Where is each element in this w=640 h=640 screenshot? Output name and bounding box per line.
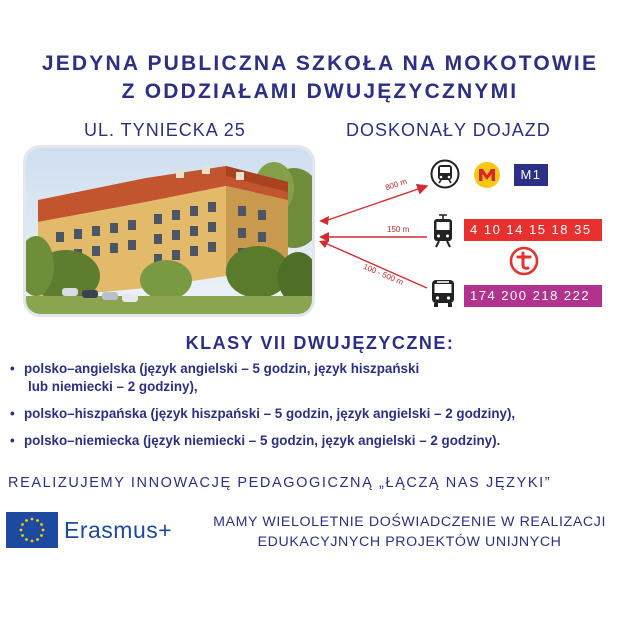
class-spanish: polsko–hiszpańska (język hiszpański – 5 godzin, język angielski – 2 godziny), (24, 406, 516, 421)
erasmus-logo-text: Erasmus+ (64, 517, 173, 543)
classes-list (10, 360, 630, 459)
class-german: polsko–niemiecka (język niemiecki – 5 godzin, język angielski – 2 godziny). (24, 433, 501, 448)
eu-flag-icon (6, 512, 58, 548)
list-item (10, 405, 630, 423)
school-building-illustration (26, 148, 312, 314)
bullet: • (10, 433, 15, 448)
bus-lines-badge: 174 200 218 222 (464, 285, 602, 307)
tram-distance: 150 m (387, 225, 410, 234)
class-english-line-2: lub niemiecki – 2 godziny), (28, 379, 198, 394)
innovation-statement: REALIZUJEMY INNOWACJĘ PEDAGOGICZNĄ „ŁĄCZĄ NAS JĘZYKI” (8, 475, 552, 491)
bus-distance: 100 - 500 m (361, 262, 405, 287)
school-address: UL. TYNIECKA 25 (84, 120, 246, 140)
experience-statement (213, 512, 606, 552)
transport-heading: DOSKONAŁY DOJAZD (346, 120, 551, 140)
tram-lines-badge: 4 10 14 15 18 35 (464, 219, 602, 241)
experience-line-1: MAMY WIELOLETNIE DOŚWIADCZENIE W REALIZACJI (213, 514, 606, 530)
page-title-line-2: Z ODDZIAŁAMI DWUJĘZYCZNYMI (121, 80, 519, 103)
metro-line-badge: M1 (514, 164, 548, 186)
bus-icon (430, 278, 456, 308)
metro-arrow (325, 186, 427, 221)
page-title-line-1: JEDYNA PUBLICZNA SZKOŁA NA MOKOTOWIE (41, 52, 599, 75)
tram-icon (431, 214, 455, 248)
metro-train-icon (430, 159, 460, 189)
classes-heading: KLASY VII DWUJĘZYCZNE: (185, 333, 455, 353)
erasmus-logo (6, 512, 186, 548)
list-item (10, 432, 630, 450)
school-building-photo (26, 148, 312, 314)
class-english-line-1: polsko–angielska (język angielski – 5 godzin, język hiszpański (24, 361, 420, 376)
metro-distance: 800 m (384, 176, 409, 193)
list-item (10, 360, 630, 396)
bullet: • (10, 406, 15, 421)
bullet: • (10, 361, 15, 376)
experience-line-2: EDUKACYJNYCH PROJEKTÓW UNIJNYCH (257, 534, 562, 550)
metro-logo-icon (472, 160, 502, 190)
warsaw-transport-logo-icon (509, 246, 539, 276)
